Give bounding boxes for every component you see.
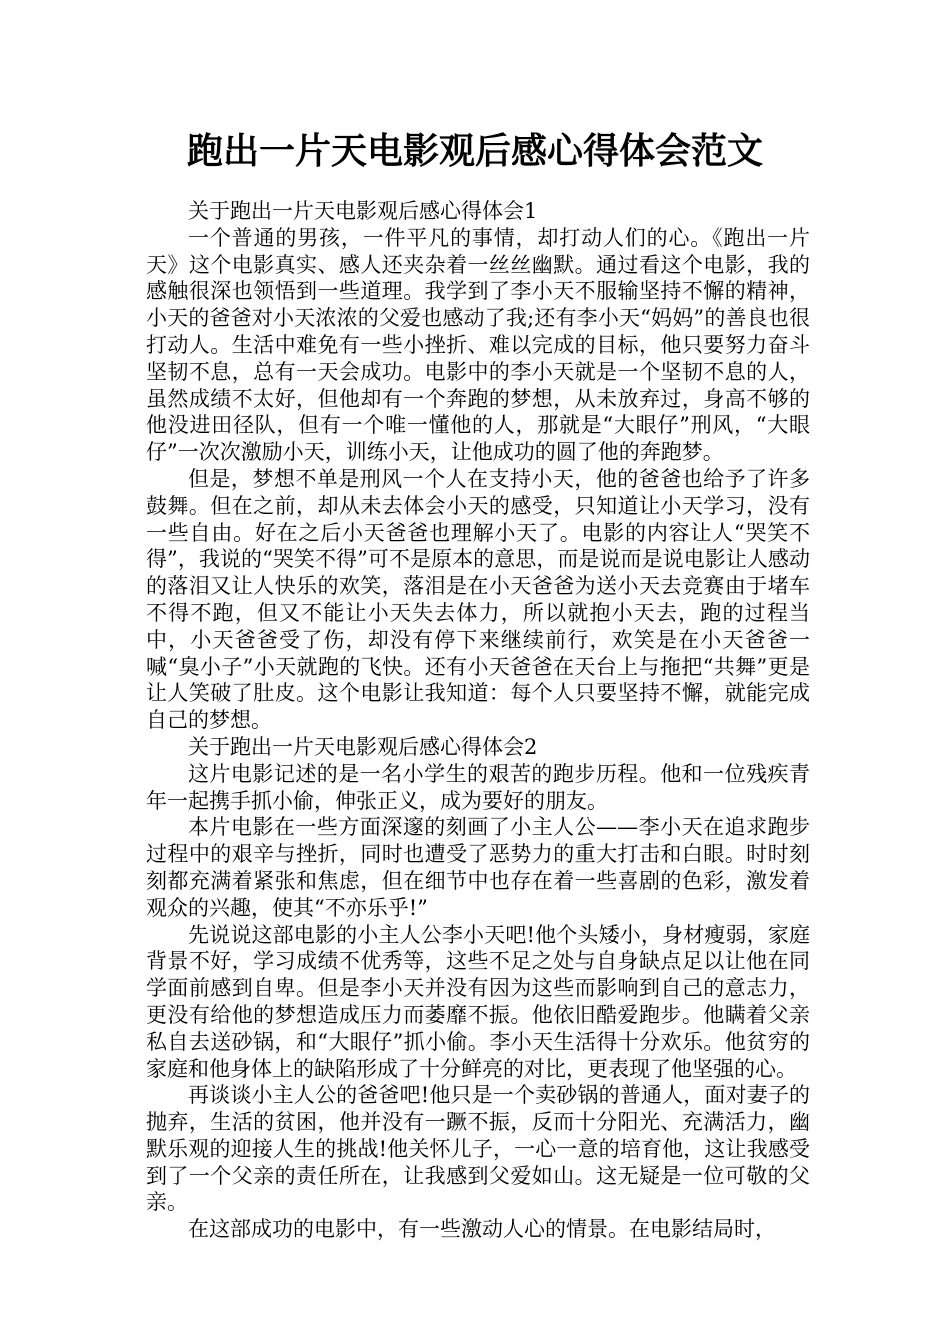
page-title: 跑出一片天电影观后感心得体会范文: [186, 131, 763, 172]
paragraph: 一个普通的男孩，一件平凡的事情，却打动人们的心。《跑出一片天》这个电影真实、感人还夹杂着一丝丝幽默。通过看这个电影，我的感触很深也领悟到一些道理。我学到了李小天不服输坚持不懈的精神，小天的爸爸对小天浓浓的父爱也感动了我;还有李小天“妈妈”的善良也很打动人。生活中难免有一些小挫折、难以完成的目标，他只要努力奋斗坚韧不息，总有一天会成功。电影中的李小天就是一个坚韧不息的人，虽然成绩不太好，但他却有一个奔跑的梦想，从未放弃过，身高不够的他没进田径队，但有一个唯一懂他的人，那就是“大眼仔”刑风，“大眼仔”一次次激励小天，训练小天，让他成功的圆了他的奔跑梦。: [146, 225, 810, 465]
paragraph: 再谈谈小主人公的爸爸吧!他只是一个卖砂锅的普通人，面对妻子的抛弃，生活的贫困，他并没有一蹶不振，反而十分阳光、充满活力，幽默乐观的迎接人生的挑战!他关怀儿子，一心一意的培育他，这让我感受到了一个父亲的责任所在，让我感到父爱如山。这无疑是一位可敬的父亲。: [146, 1083, 810, 1215]
paragraph: 先说说这部电影的小主人公李小天吧!他个头矮小，身材瘦弱，家庭背景不好，学习成绩不优秀等，这些不足之处与自身缺点足以让他在同学面前感到自卑。但是李小天并没有因为这些而影响到自己的意志力，更没有给他的梦想造成压力而萎靡不振。他依旧酷爱跑步。他瞒着父亲私自去送砂锅，和“大眼仔”抓小偷。李小天生活得十分欢乐。他贫穷的家庭和他身体上的缺陷形成了十分鲜亮的对比，更表现了他坚强的心。: [146, 922, 810, 1081]
section-heading-2: 关于跑出一片天电影观后感心得体会2: [188, 734, 538, 759]
document-body: [146, 198, 810, 1243]
paragraph: 这片电影记述的是一名小学生的艰苦的跑步历程。他和一位残疾青年一起携手抓小偷，伸张正义，成为要好的朋友。: [146, 761, 810, 813]
paragraph: 但是，梦想不单是刑风一个人在支持小天，他的爸爸也给予了许多鼓舞。但在之前，却从未去体会小天的感受，只知道让小天学习，没有一些自由。好在之后小天爸爸也理解小天了。电影的内容让人“哭笑不得”，我说的“哭笑不得”可不是原本的意思，而是说而是说电影让人感动的落泪又让人快乐的欢笑，落泪是在小天爸爸为送小天去竞赛由于堵车不得不跑，但又不能让小天失去体力，所以就抱小天去，跑的过程当中，小天爸爸受了伤，却没有停下来继续前行，欢笑是在小天爸爸一喊“臭小子”小天就跑的飞快。还有小天爸爸在天台上与拖把“共舞”更是让人笑破了肚皮。这个电影让我知道：每个人只要坚持不懈，就能完成自己的梦想。: [146, 466, 810, 733]
paragraph: 本片电影在一些方面深邃的刻画了小主人公——李小天在追求跑步过程中的艰辛与挫折，同时也遭受了恶势力的重大打击和白眼。时时刻刻都充满着紧张和焦虑，但在细节中也存在着一些喜剧的色彩，激发着观众的兴趣，使其“不亦乐乎!”: [146, 815, 810, 920]
section-heading-1: 关于跑出一片天电影观后感心得体会1: [188, 199, 538, 223]
paragraph: 在这部成功的电影中，有一些激动人心的情景。在电影结局时，: [188, 1217, 776, 1242]
